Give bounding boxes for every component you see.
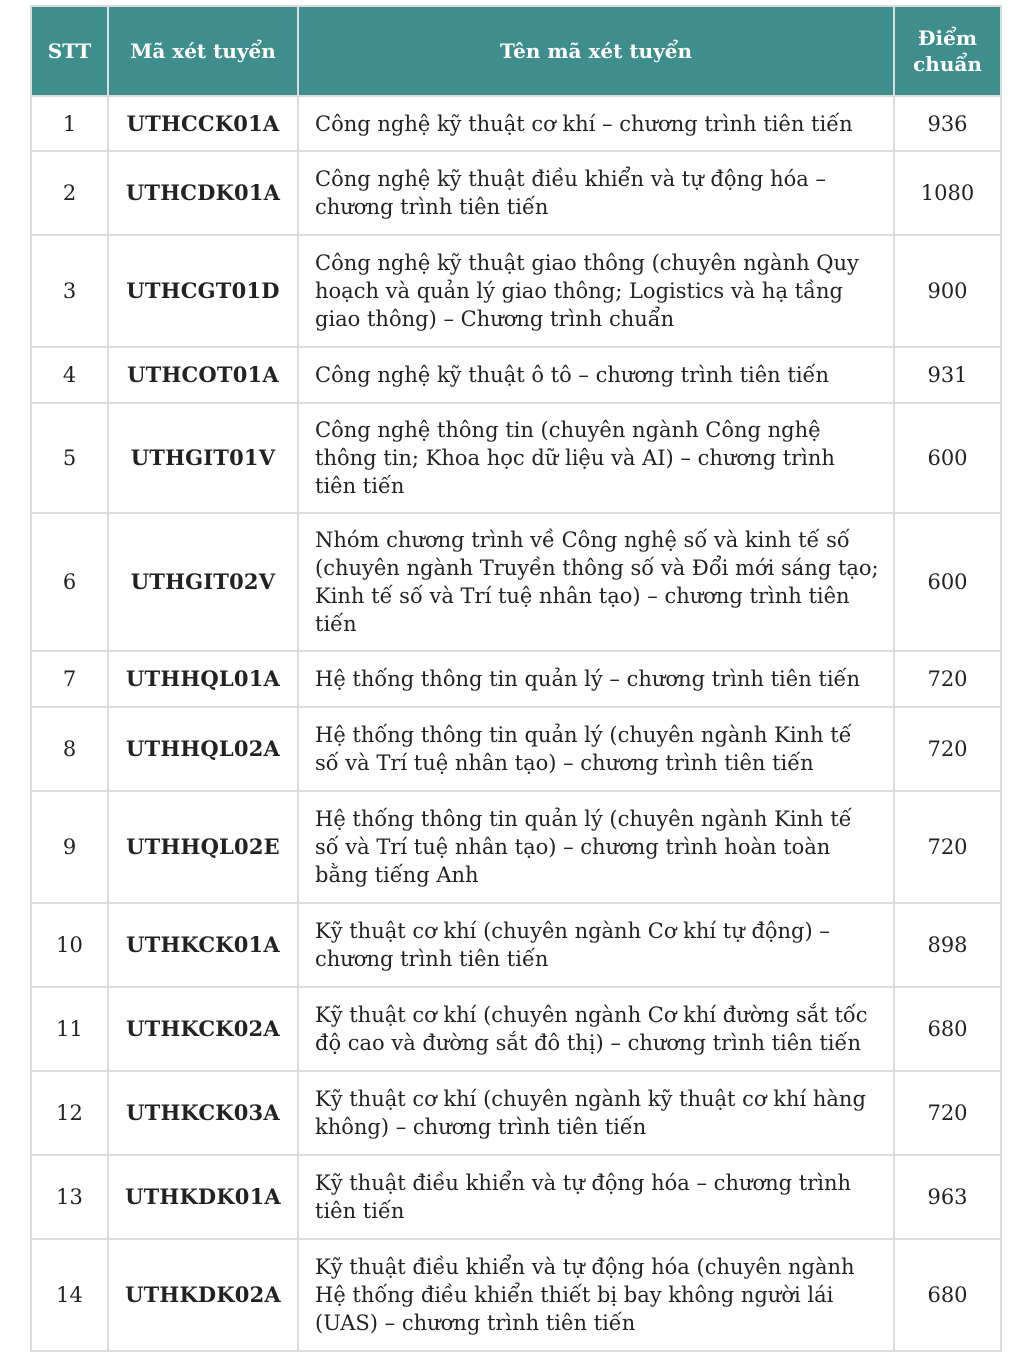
header-stt: STT xyxy=(31,6,108,96)
table-row xyxy=(31,903,1001,987)
row-stt: 11 xyxy=(31,987,108,1071)
row-diem-chuan: 720 xyxy=(894,707,1001,791)
row-diem-chuan: 1080 xyxy=(894,151,1001,235)
header-ma-xet-tuyen: Mã xét tuyển xyxy=(108,6,298,96)
row-ten-ma-xet-tuyen: Hệ thống thông tin quản lý – chương trình tiên tiến xyxy=(298,651,894,707)
admission-score-table xyxy=(30,5,1002,1352)
row-ten-ma-xet-tuyen: Công nghệ kỹ thuật giao thông (chuyên ngành Quy hoạch và quản lý giao thông; Logistics và hạ tầng giao thông) – Chương trình chuẩn xyxy=(298,235,894,347)
row-ten-ma-xet-tuyen: Hệ thống thông tin quản lý (chuyên ngành Kinh tế số và Trí tuệ nhân tạo) – chương trình tiên tiến xyxy=(298,707,894,791)
row-ma-xet-tuyen: UTHKDK02A xyxy=(108,1239,298,1351)
row-ten-ma-xet-tuyen: Kỹ thuật cơ khí (chuyên ngành Cơ khí tự động) – chương trình tiên tiến xyxy=(298,903,894,987)
row-diem-chuan: 720 xyxy=(894,651,1001,707)
row-stt: 7 xyxy=(31,651,108,707)
table-row xyxy=(31,1155,1001,1239)
row-diem-chuan: 720 xyxy=(894,1071,1001,1155)
row-ma-xet-tuyen: UTHHQL01A xyxy=(108,651,298,707)
row-stt: 8 xyxy=(31,707,108,791)
table-row xyxy=(31,651,1001,707)
row-stt: 4 xyxy=(31,347,108,403)
row-stt: 14 xyxy=(31,1239,108,1351)
row-ten-ma-xet-tuyen: Công nghệ kỹ thuật ô tô – chương trình tiên tiến xyxy=(298,347,894,403)
row-diem-chuan: 720 xyxy=(894,791,1001,903)
row-diem-chuan: 963 xyxy=(894,1155,1001,1239)
row-ma-xet-tuyen: UTHKCK01A xyxy=(108,903,298,987)
row-ten-ma-xet-tuyen: Công nghệ kỹ thuật điều khiển và tự động hóa – chương trình tiên tiến xyxy=(298,151,894,235)
row-diem-chuan: 898 xyxy=(894,903,1001,987)
row-ma-xet-tuyen: UTHKDK01A xyxy=(108,1155,298,1239)
row-stt: 5 xyxy=(31,403,108,513)
table-header xyxy=(31,6,1001,96)
row-ten-ma-xet-tuyen: Kỹ thuật điều khiển và tự động hóa (chuyên ngành Hệ thống điều khiển thiết bị bay không người lái (UAS) – chương trình tiên tiến xyxy=(298,1239,894,1351)
header-ten-ma-xet-tuyen: Tên mã xét tuyển xyxy=(298,6,894,96)
row-ten-ma-xet-tuyen: Nhóm chương trình về Công nghệ số và kinh tế số (chuyên ngành Truyền thông số và Đổi mới sáng tạo; Kinh tế số và Trí tuệ nhân tạo) – chương trình tiên tiến xyxy=(298,513,894,651)
row-ten-ma-xet-tuyen: Kỹ thuật điều khiển và tự động hóa – chương trình tiên tiến xyxy=(298,1155,894,1239)
row-ten-ma-xet-tuyen: Hệ thống thông tin quản lý (chuyên ngành Kinh tế số và Trí tuệ nhân tạo) – chương trình hoàn toàn bằng tiếng Anh xyxy=(298,791,894,903)
row-ma-xet-tuyen: UTHGIT02V xyxy=(108,513,298,651)
row-diem-chuan: 680 xyxy=(894,1239,1001,1351)
row-ma-xet-tuyen: UTHGIT01V xyxy=(108,403,298,513)
header-row xyxy=(31,6,1001,96)
row-ma-xet-tuyen: UTHHQL02A xyxy=(108,707,298,791)
row-diem-chuan: 900 xyxy=(894,235,1001,347)
row-ma-xet-tuyen: UTHCGT01D xyxy=(108,235,298,347)
header-diem-chuan-label: Điểm chuẩn xyxy=(913,26,982,76)
row-stt: 10 xyxy=(31,903,108,987)
row-diem-chuan: 600 xyxy=(894,513,1001,651)
table-row xyxy=(31,403,1001,513)
row-diem-chuan: 600 xyxy=(894,403,1001,513)
row-ten-ma-xet-tuyen: Công nghệ kỹ thuật cơ khí – chương trình tiên tiến xyxy=(298,96,894,151)
row-ma-xet-tuyen: UTHHQL02E xyxy=(108,791,298,903)
table-row xyxy=(31,987,1001,1071)
row-ma-xet-tuyen: UTHCOT01A xyxy=(108,347,298,403)
row-ma-xet-tuyen: UTHCDK01A xyxy=(108,151,298,235)
row-stt: 3 xyxy=(31,235,108,347)
table-row xyxy=(31,96,1001,151)
header-diem-chuan xyxy=(894,6,1001,96)
row-ten-ma-xet-tuyen: Kỹ thuật cơ khí (chuyên ngành kỹ thuật cơ khí hàng không) – chương trình tiên tiến xyxy=(298,1071,894,1155)
table-row xyxy=(31,347,1001,403)
table-row xyxy=(31,707,1001,791)
table-row xyxy=(31,1239,1001,1351)
row-diem-chuan: 680 xyxy=(894,987,1001,1071)
row-diem-chuan: 936 xyxy=(894,96,1001,151)
row-ma-xet-tuyen: UTHCCK01A xyxy=(108,96,298,151)
table-row xyxy=(31,1071,1001,1155)
table-row xyxy=(31,151,1001,235)
admission-table-container xyxy=(30,5,1000,1352)
row-stt: 6 xyxy=(31,513,108,651)
row-stt: 9 xyxy=(31,791,108,903)
table-row xyxy=(31,513,1001,651)
row-stt: 13 xyxy=(31,1155,108,1239)
row-diem-chuan: 931 xyxy=(894,347,1001,403)
row-ma-xet-tuyen: UTHKCK02A xyxy=(108,987,298,1071)
row-stt: 1 xyxy=(31,96,108,151)
row-stt: 12 xyxy=(31,1071,108,1155)
row-stt: 2 xyxy=(31,151,108,235)
row-ten-ma-xet-tuyen: Công nghệ thông tin (chuyên ngành Công nghệ thông tin; Khoa học dữ liệu và AI) – chương trình tiên tiến xyxy=(298,403,894,513)
row-ma-xet-tuyen: UTHKCK03A xyxy=(108,1071,298,1155)
table-row xyxy=(31,235,1001,347)
row-ten-ma-xet-tuyen: Kỹ thuật cơ khí (chuyên ngành Cơ khí đường sắt tốc độ cao và đường sắt đô thị) – chương trình tiên tiến xyxy=(298,987,894,1071)
table-row xyxy=(31,791,1001,903)
table-body xyxy=(31,96,1001,1351)
